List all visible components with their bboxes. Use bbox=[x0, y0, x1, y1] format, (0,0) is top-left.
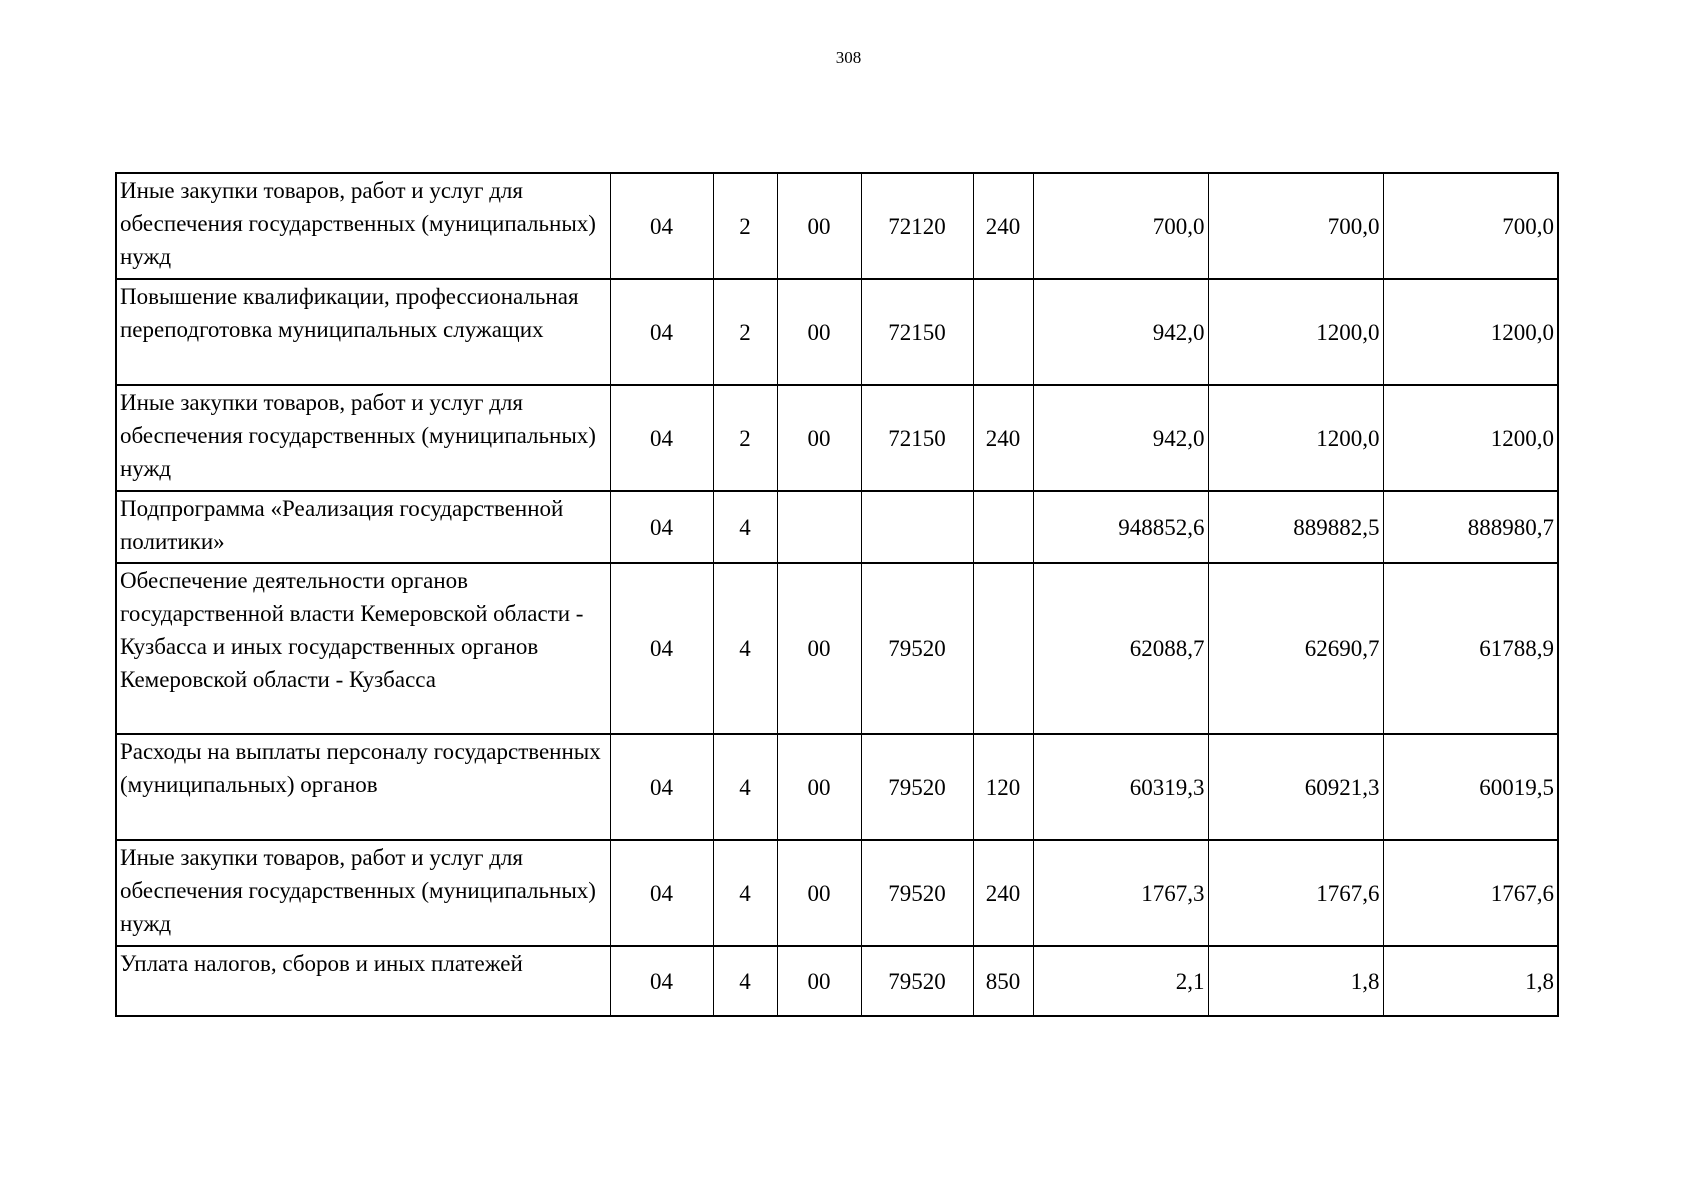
table-row bbox=[116, 491, 1558, 563]
table-row bbox=[116, 840, 1558, 946]
subprogram-code: 00 bbox=[777, 840, 861, 946]
program-code: 2 bbox=[713, 279, 777, 385]
section-code: 04 bbox=[610, 279, 713, 385]
section-code: 04 bbox=[610, 173, 713, 279]
row-name: Повышение квалификации, профессиональная переподготовка муниципальных служащих bbox=[116, 279, 610, 385]
amount-year-1: 62088,7 bbox=[1033, 563, 1208, 734]
program-code: 4 bbox=[713, 491, 777, 563]
subprogram-code: 00 bbox=[777, 563, 861, 734]
amount-year-3: 1200,0 bbox=[1383, 279, 1558, 385]
table-row bbox=[116, 173, 1558, 279]
expense-type-code: 850 bbox=[973, 946, 1033, 1016]
section-code: 04 bbox=[610, 840, 713, 946]
expense-type-code: 240 bbox=[973, 385, 1033, 491]
section-code: 04 bbox=[610, 563, 713, 734]
amount-year-2: 1767,6 bbox=[1208, 840, 1383, 946]
direction-code bbox=[861, 491, 973, 563]
program-code: 4 bbox=[713, 946, 777, 1016]
program-code: 4 bbox=[713, 840, 777, 946]
row-name: Иные закупки товаров, работ и услуг для обеспечения государственных (муниципальных) нужд bbox=[116, 840, 610, 946]
program-code: 2 bbox=[713, 173, 777, 279]
direction-code: 79520 bbox=[861, 734, 973, 840]
direction-code: 79520 bbox=[861, 563, 973, 734]
expense-type-code: 240 bbox=[973, 173, 1033, 279]
direction-code: 79520 bbox=[861, 946, 973, 1016]
direction-code: 72150 bbox=[861, 279, 973, 385]
subprogram-code: 00 bbox=[777, 946, 861, 1016]
direction-code: 72120 bbox=[861, 173, 973, 279]
page-number: 308 bbox=[835, 48, 862, 67]
expense-type-code bbox=[973, 279, 1033, 385]
amount-year-2: 889882,5 bbox=[1208, 491, 1383, 563]
row-name: Подпрограмма «Реализация государственной политики» bbox=[116, 491, 610, 563]
amount-year-2: 1200,0 bbox=[1208, 279, 1383, 385]
amount-year-2: 1,8 bbox=[1208, 946, 1383, 1016]
section-code: 04 bbox=[610, 491, 713, 563]
amount-year-3: 61788,9 bbox=[1383, 563, 1558, 734]
amount-year-2: 1200,0 bbox=[1208, 385, 1383, 491]
amount-year-3: 888980,7 bbox=[1383, 491, 1558, 563]
expense-type-code: 120 bbox=[973, 734, 1033, 840]
amount-year-2: 62690,7 bbox=[1208, 563, 1383, 734]
row-name: Уплата налогов, сборов и иных платежей bbox=[116, 946, 610, 1016]
table-row bbox=[116, 563, 1558, 734]
amount-year-1: 942,0 bbox=[1033, 279, 1208, 385]
subprogram-code: 00 bbox=[777, 279, 861, 385]
section-code: 04 bbox=[610, 946, 713, 1016]
amount-year-3: 60019,5 bbox=[1383, 734, 1558, 840]
direction-code: 72150 bbox=[861, 385, 973, 491]
section-code: 04 bbox=[610, 385, 713, 491]
amount-year-3: 700,0 bbox=[1383, 173, 1558, 279]
row-name: Иные закупки товаров, работ и услуг для обеспечения государственных (муниципальных) нужд bbox=[116, 385, 610, 491]
row-name: Расходы на выплаты персоналу государственных (муниципальных) органов bbox=[116, 734, 610, 840]
amount-year-1: 1767,3 bbox=[1033, 840, 1208, 946]
table-row bbox=[116, 734, 1558, 840]
program-code: 4 bbox=[713, 563, 777, 734]
table-row bbox=[116, 385, 1558, 491]
direction-code: 79520 bbox=[861, 840, 973, 946]
subprogram-code: 00 bbox=[777, 734, 861, 840]
amount-year-2: 700,0 bbox=[1208, 173, 1383, 279]
amount-year-1: 2,1 bbox=[1033, 946, 1208, 1016]
subprogram-code bbox=[777, 491, 861, 563]
subprogram-code: 00 bbox=[777, 173, 861, 279]
table-row bbox=[116, 946, 1558, 1016]
expense-type-code bbox=[973, 491, 1033, 563]
row-name: Иные закупки товаров, работ и услуг для обеспечения государственных (муниципальных) нужд bbox=[116, 173, 610, 279]
amount-year-3: 1200,0 bbox=[1383, 385, 1558, 491]
table-row bbox=[116, 279, 1558, 385]
amount-year-1: 700,0 bbox=[1033, 173, 1208, 279]
expense-type-code: 240 bbox=[973, 840, 1033, 946]
program-code: 2 bbox=[713, 385, 777, 491]
amount-year-3: 1,8 bbox=[1383, 946, 1558, 1016]
program-code: 4 bbox=[713, 734, 777, 840]
amount-year-1: 60319,3 bbox=[1033, 734, 1208, 840]
expense-type-code bbox=[973, 563, 1033, 734]
row-name: Обеспечение деятельности органов государственной власти Кемеровской области - Кузбасса и иных государственных органов Кемеровской области - Кузбасса bbox=[116, 563, 610, 734]
subprogram-code: 00 bbox=[777, 385, 861, 491]
amount-year-3: 1767,6 bbox=[1383, 840, 1558, 946]
budget-table bbox=[115, 172, 1559, 1017]
section-code: 04 bbox=[610, 734, 713, 840]
amount-year-2: 60921,3 bbox=[1208, 734, 1383, 840]
amount-year-1: 942,0 bbox=[1033, 385, 1208, 491]
amount-year-1: 948852,6 bbox=[1033, 491, 1208, 563]
